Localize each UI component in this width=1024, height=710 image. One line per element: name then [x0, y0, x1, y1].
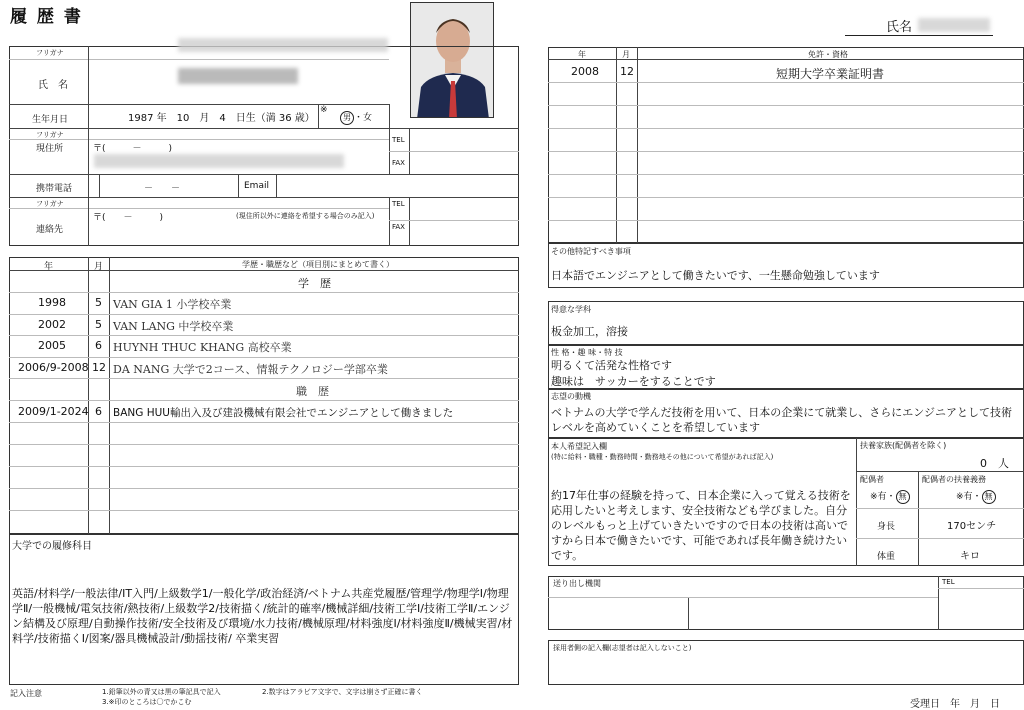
dependents-value: 0 人 — [980, 457, 1009, 470]
table-row-desc: 短期大学卒業証明書 — [776, 67, 885, 81]
table-row-year: 2005 — [38, 339, 66, 352]
mobile-label: 携帯電話 — [36, 184, 73, 194]
sender-tel-label: TEL — [942, 578, 955, 586]
received-date: 受理日 年 月 日 — [910, 699, 1000, 710]
spouse-none-circled[interactable]: 無 — [896, 490, 910, 504]
history-col-desc: 学歴・職歴など（項目別にまとめて書く） — [242, 260, 394, 269]
work-heading: 職 歴 — [296, 385, 329, 398]
table-row-desc: VAN LANG 中学校卒業 — [113, 320, 234, 333]
table-row-desc: BANG HUU輸出入及び建設機械有限会社でエンジニアとして働きました — [113, 407, 454, 419]
other-remarks-text: 日本語でエンジニアとして働きたいです、一生懸命勉強しています — [551, 269, 880, 282]
history-col-month: 月 — [94, 262, 104, 272]
address-fax-label: FAX — [392, 159, 405, 167]
request-sub: (特に給料・職種・勤務時間・勤務地その他について希望があれば記入) — [551, 453, 774, 461]
favorite-subject-text: 板金加工，溶接 — [551, 325, 628, 338]
license-col-desc: 免許・資格 — [808, 50, 848, 59]
weight-label: 体重 — [877, 552, 896, 562]
note-2: 2.数字はアラビア文字で、文字は崩さず正確に書く — [262, 688, 423, 696]
table-row-month: 12 — [92, 361, 106, 374]
spouse-label: 配偶者 — [860, 475, 884, 484]
dependents-label: 扶養家族(配偶者を除く) — [860, 441, 947, 450]
page-title: 履 歴 書 — [10, 7, 83, 27]
table-row-year: 2002 — [38, 318, 66, 331]
motivation-text: ベトナムの大学で学んだ技術を用いて、日本の企業にて就業し、さらにエンジニアとして技術レベルを高めていくことを希望しています — [551, 406, 1012, 434]
table-row-month: 6 — [95, 339, 102, 352]
name-label: 氏 名 — [38, 80, 68, 91]
furigana-label: フリガナ — [36, 49, 64, 57]
motivation-label: 志望の動機 — [551, 392, 591, 401]
table-row-desc: VAN GIA 1 小学校卒業 — [113, 298, 232, 311]
weight-value: キロ — [960, 551, 980, 562]
table-row-desc: DA NANG 大学で2コース、情報テクノロジー学部卒業 — [113, 363, 388, 376]
address-label: 現住所 — [36, 144, 64, 154]
name-redacted — [178, 68, 298, 84]
other-remarks-label: その他特記すべき事項 — [551, 247, 631, 256]
header-name-label: 氏名 — [886, 20, 913, 35]
request-label: 本人希望記入欄 — [551, 442, 607, 451]
spouse-duty-value: ※有・ 無 — [956, 489, 996, 504]
note-1: 1.鉛筆以外の青又は黒の筆記具で記入 — [102, 688, 221, 696]
personality-line-1: 明るくて活発な性格です — [551, 359, 672, 372]
gender-note-mark: ※ — [320, 105, 328, 115]
gender-female[interactable]: ・女 — [354, 113, 373, 123]
table-row-year: 2008 — [571, 65, 599, 78]
table-row-month: 5 — [95, 318, 102, 331]
header-name-redacted — [918, 18, 990, 32]
contact-fax-label: FAX — [392, 223, 405, 231]
history-table — [9, 257, 519, 534]
employer-label: 採用者側の記入欄(志望者は記入しないこと) — [553, 644, 692, 652]
duty-none-circled[interactable]: 無 — [982, 490, 996, 504]
header-name-underline — [845, 35, 993, 36]
address-tel-label: TEL — [392, 136, 405, 144]
table-row-year: 2009/1-2024 — [18, 405, 89, 418]
table-row-desc: HUYNH THUC KHANG 高校卒業 — [113, 341, 292, 354]
notes-label: 記入注意 — [10, 689, 42, 698]
table-row-year: 1998 — [38, 296, 66, 309]
contact-label: 連絡先 — [36, 225, 64, 235]
address-postal: 〒( － ) — [93, 144, 173, 154]
subjects-label: 大学での履修科目 — [12, 541, 92, 552]
birth-label: 生年月日 — [32, 115, 69, 125]
gender-male-circled[interactable]: 男 — [340, 111, 354, 125]
address-redacted — [94, 154, 344, 168]
table-row-year: 2006/9-2008 — [18, 361, 89, 374]
favorite-subject-label: 得意な学科 — [551, 305, 591, 314]
height-label: 身長 — [877, 522, 896, 532]
gender-field — [340, 110, 372, 125]
subjects-text: 英語/材料学/一般法律/IT入門/上級数学1/一般化学/政治経済/ベトナム共産党履歴/管理学/物理学Ⅰ/物理学Ⅱ/一般機械/電気技術/熱技術/上級数学2/技術描く/統計的確率/機械詳細/技術工学Ⅰ/技術工学Ⅱ/エンジン結構及び原理/自動操作技術/安全技術及び環境/水力技術/機械原理/材料強度Ⅰ/材料強度Ⅱ/機械実習/材料学/技術描くⅠ/図案/器具機械設計/動揺技術/ 卒業実習 — [12, 587, 513, 645]
note-3: 3.※印のところは〇でかこむ — [102, 698, 192, 706]
table-row-month: 6 — [95, 405, 102, 418]
height-value: 170センチ — [947, 521, 997, 532]
contact-note: (現住所以外に連絡を希望する場合のみ記入) — [236, 212, 375, 220]
mobile-value: － － — [144, 184, 181, 194]
address-furigana-label: フリガナ — [36, 131, 64, 139]
personality-label: 性 格・趣 味・特 技 — [551, 348, 623, 357]
license-col-year: 年 — [578, 50, 586, 59]
contact-furigana-label: フリガナ — [36, 200, 64, 208]
request-text: 約17年仕事の経験を持って、日本企業に入って覚える技術を応用したいと考えします、安全技術なども学びました。自分のレベルもっと上げていきたいですので日本の技術は高いですから日本で働きたいです、可能であれば長年働き続けたいです。 — [551, 489, 851, 562]
sender-label: 送り出し機関 — [553, 579, 601, 588]
contact-tel-label: TEL — [392, 200, 405, 208]
license-col-month: 月 — [622, 50, 630, 59]
table-row-month: 5 — [95, 296, 102, 309]
history-col-year: 年 — [44, 262, 54, 272]
birth-value: 1987 年 10 月 4 日生（満 36 歳） — [128, 113, 315, 124]
personality-line-2: 趣味は サッカーをすることです — [551, 375, 716, 388]
spouse-value: ※有・ 無 — [870, 489, 910, 504]
table-row-month: 12 — [620, 65, 634, 78]
spouse-duty-label: 配偶者の扶養義務 — [922, 475, 986, 484]
contact-postal: 〒( － ) — [93, 213, 164, 223]
email-label: Email — [244, 181, 269, 191]
edu-heading: 学 歴 — [298, 277, 331, 290]
